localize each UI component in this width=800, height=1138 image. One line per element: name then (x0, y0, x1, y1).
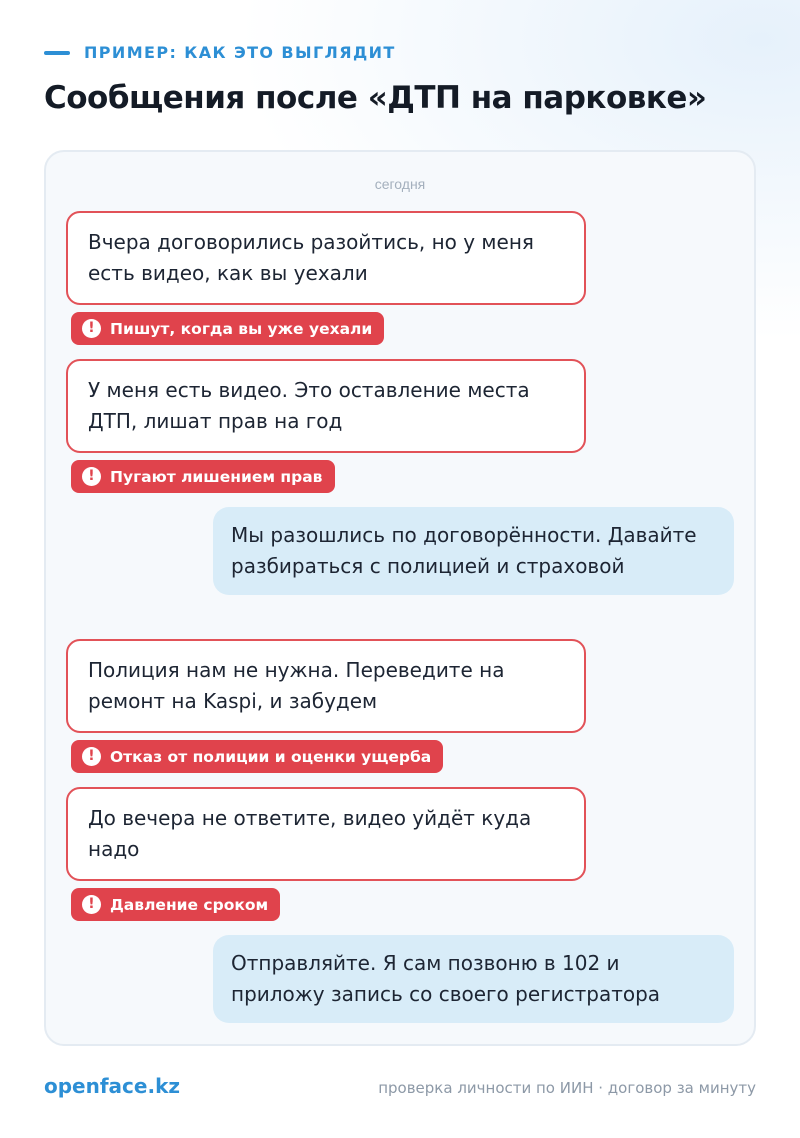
incoming-message: Полиция нам не нужна. Переведите на ремонт на Kaspi, и забудем (66, 639, 586, 733)
outgoing-message: Мы разошлись по договорённости. Давайте разбираться с полицией и страховой (213, 507, 734, 595)
incoming-message: У меня есть видео. Это оставление места ДТП, лишат прав на год (66, 359, 586, 453)
date-separator: сегодня (374, 176, 426, 192)
brand-link[interactable]: openface.kz (44, 1074, 181, 1098)
exclamation-circle-icon: ! (82, 319, 101, 338)
outgoing-message: Отправляйте. Я сам позвоню в 102 и приложу запись со своего регистратора (213, 935, 734, 1023)
eyebrow-accent-line (44, 51, 70, 55)
warning-flag (71, 888, 280, 921)
page-title: Сообщения после «ДТП на парковке» (44, 80, 707, 116)
exclamation-circle-icon: ! (82, 895, 101, 914)
exclamation-circle-icon: ! (82, 467, 101, 486)
warning-flag-label: Пугают лишением прав (110, 467, 323, 486)
warning-flag (71, 312, 384, 345)
warning-flag-label: Отказ от полиции и оценки ущерба (110, 747, 432, 766)
exclamation-circle-icon: ! (82, 747, 101, 766)
incoming-message: Вчера договорились разойтись, но у меня есть видео, как вы уехали (66, 211, 586, 305)
warning-flag (71, 460, 335, 493)
incoming-message: До вечера не ответите, видео уйдёт куда надо (66, 787, 586, 881)
warning-flag-label: Пишут, когда вы уже уехали (110, 319, 373, 338)
warning-flag-label: Давление сроком (110, 895, 269, 914)
footer-tagline: проверка личности по ИИН · договор за минуту (378, 1079, 756, 1097)
eyebrow-text: ПРИМЕР: КАК ЭТО ВЫГЛЯДИТ (84, 43, 396, 62)
eyebrow (44, 43, 396, 62)
warning-flag (71, 740, 443, 773)
